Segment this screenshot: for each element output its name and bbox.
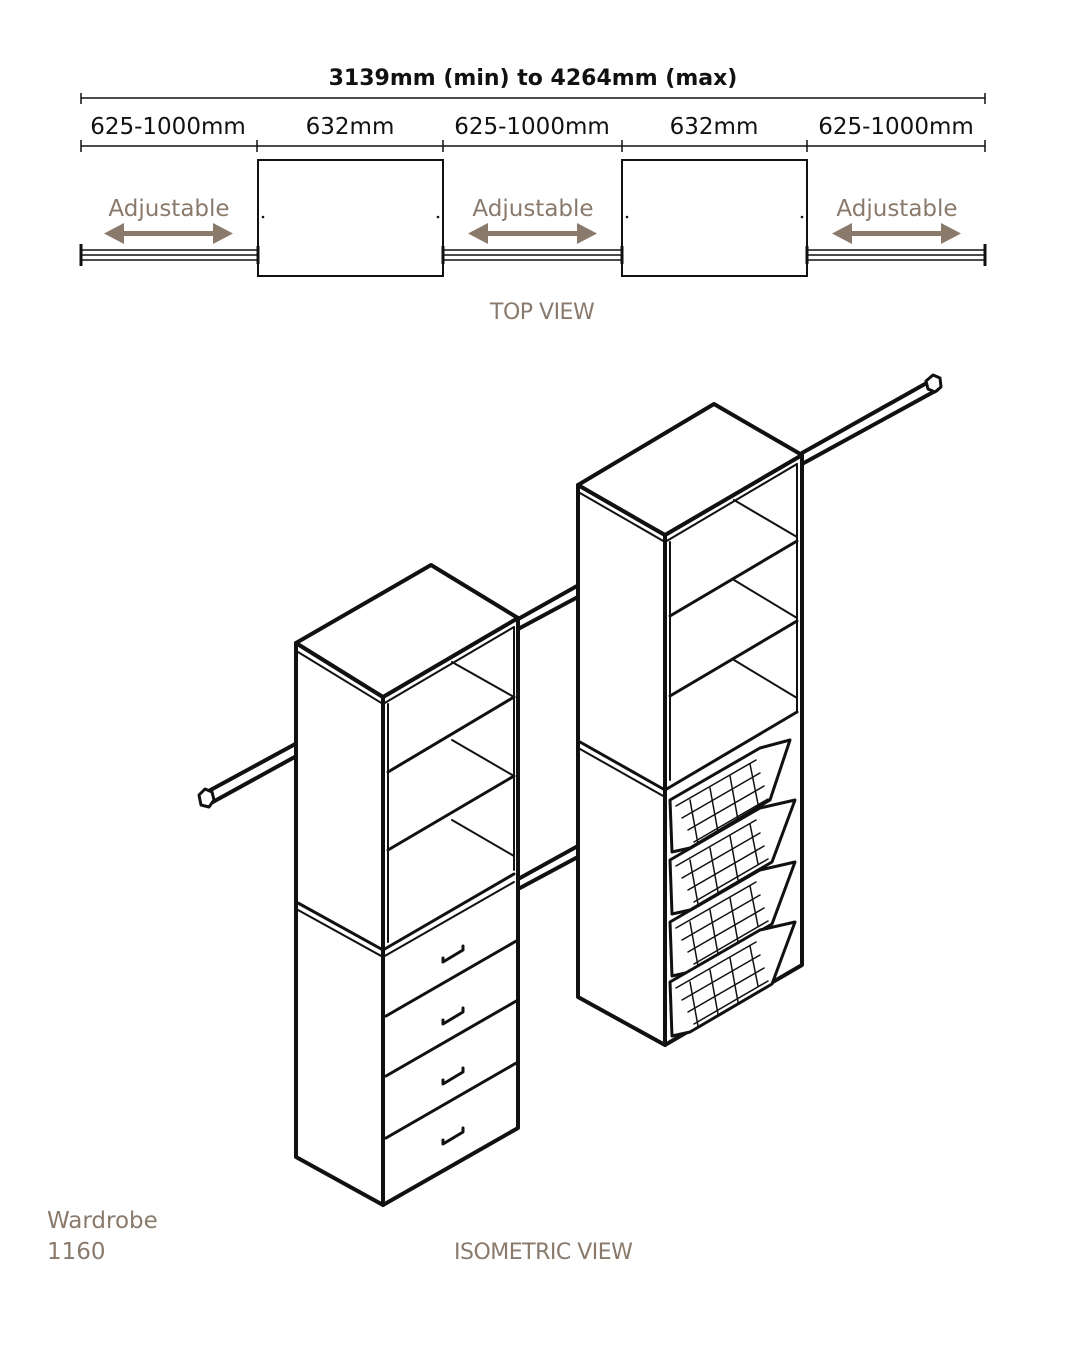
- adjustable-label-middle: Adjustable: [472, 196, 594, 222]
- segment-label-1: 625-1000mm: [90, 114, 246, 140]
- adjustable-label-right: Adjustable: [836, 196, 958, 222]
- model-label: [47, 1206, 158, 1268]
- segment-label-4: 632mm: [669, 114, 759, 140]
- adjustable-label-left: Adjustable: [108, 196, 230, 222]
- overall-dimension-label: 3139mm (min) to 4264mm (max): [328, 66, 738, 91]
- adjustable-arrow-icon: [468, 223, 597, 244]
- tower-right: [578, 404, 802, 1045]
- tower-right-plan: [622, 160, 807, 276]
- adjustable-arrow-icon: [104, 223, 233, 244]
- adjustable-arrows: [104, 223, 961, 244]
- model-name: Wardrobe: [47, 1208, 158, 1234]
- hanging-rail-far-right: [802, 380, 937, 464]
- segment-label-2: 632mm: [305, 114, 395, 140]
- segment-label-5: 625-1000mm: [818, 114, 974, 140]
- segment-dimension-line: [81, 140, 985, 152]
- overall-dimension-line: [81, 93, 985, 104]
- top-view-label: TOP VIEW: [490, 300, 595, 325]
- rail-left: [81, 244, 257, 266]
- adjustable-arrow-icon: [832, 223, 961, 244]
- model-number: 1160: [47, 1239, 106, 1265]
- tower-left-plan: [258, 160, 443, 276]
- isometric-view: [199, 375, 941, 1205]
- segment-label-3: 625-1000mm: [454, 114, 610, 140]
- rail-right: [807, 244, 985, 266]
- tower-left: [296, 565, 518, 1205]
- isometric-view-label: ISOMETRIC VIEW: [454, 1240, 633, 1265]
- rail-middle: [443, 250, 622, 260]
